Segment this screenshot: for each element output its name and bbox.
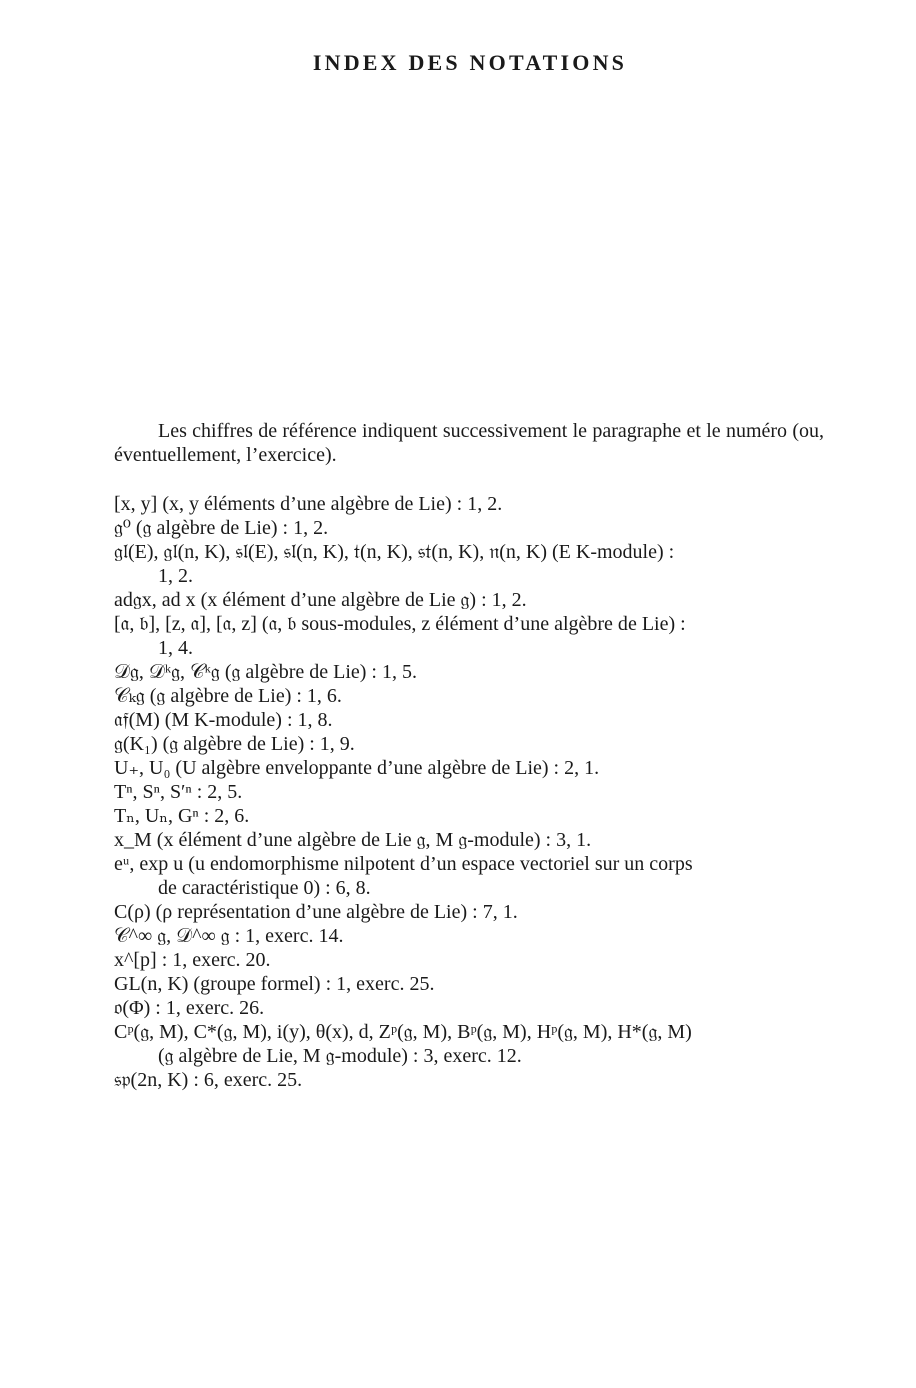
index-entry: 𝒞ₖ𝔤 (𝔤 algèbre de Lie) : 1, 6. xyxy=(114,685,342,707)
index-entry: [𝔞, 𝔟], [z, 𝔞], [𝔞, z] (𝔞, 𝔟 sous-modules, z élément d’une algèbre de Lie) : 1, 4. xyxy=(114,612,826,660)
index-entry: Tₙ, Uₙ, Gⁿ : 2, 6. xyxy=(114,805,250,827)
index-entry: ad𝔤x, ad x (x élément d’une algèbre de Lie 𝔤) : 1, 2. xyxy=(114,589,527,611)
index-entry-continuation: de caractéristique 0) : 6, 8. xyxy=(158,877,371,899)
index-entry: U₊, U₀ (U algèbre enveloppante d’une algèbre de Lie) : 2, 1. xyxy=(114,757,600,779)
index-entry: C(ρ) (ρ représentation d’une algèbre de Lie) : 7, 1. xyxy=(114,901,518,923)
index-entry: 𝒞^∞ 𝔤, 𝒟^∞ 𝔤 : 1, exerc. 14. xyxy=(114,925,344,947)
index-entry-continuation: 1, 2. xyxy=(158,565,193,587)
index-entry: [x, y] (x, y éléments d’une algèbre de Lie) : 1, 2. xyxy=(114,493,503,515)
index-entry-continuation: 1, 4. xyxy=(158,637,193,659)
index-entry: GL(n, K) (groupe formel) : 1, exerc. 25. xyxy=(114,973,435,995)
index-entry: eᵘ, exp u (u endomorphisme nilpotent d’un espace vectoriel sur un corps de caractéristique 0) : 6, 8. xyxy=(114,852,826,900)
index-entry: x^[p] : 1, exerc. 20. xyxy=(114,949,271,971)
index-entry: 𝔤(K₁) (𝔤 algèbre de Lie) : 1, 9. xyxy=(114,733,355,755)
index-entry: 𝔞𝔣(M) (M K-module) : 1, 8. xyxy=(114,709,333,731)
intro-paragraph: Les chiffres de référence indiquent successivement le paragraphe et le numéro (ou, éventuellement, l’exercice). xyxy=(114,420,824,466)
index-entry: 𝒟𝔤, 𝒟ᵏ𝔤, 𝒞ᵏ𝔤 (𝔤 algèbre de Lie) : 1, 5. xyxy=(114,661,417,683)
index-entry: 𝔤⁰ (𝔤 algèbre de Lie) : 1, 2. xyxy=(114,517,329,539)
page-title: INDEX DES NOTATIONS xyxy=(312,50,628,75)
index-entry: 𝔤𝔩(E), 𝔤𝔩(n, K), 𝔰𝔩(E), 𝔰𝔩(n, K), 𝔱(n, K), 𝔰𝔱(n, K), 𝔫(n, K) (E K-module) : 1, 2. xyxy=(114,540,826,588)
index-entry-continuation: (𝔤 algèbre de Lie, M 𝔤-module) : 3, exerc. 12. xyxy=(158,1045,522,1067)
index-entry: Cᵖ(𝔤, M), C*(𝔤, M), i(y), θ(x), d, Zᵖ(𝔤, M), Bᵖ(𝔤, M), Hᵖ(𝔤, M), H*(𝔤, M) (𝔤 algèbre de Lie, M 𝔤-module) : 3, exerc. 12. xyxy=(114,1020,826,1068)
notation-index-list xyxy=(114,492,826,1092)
index-entry: 𝔰𝔭(2n, K) : 6, exerc. 25. xyxy=(114,1069,303,1091)
index-entry: Tⁿ, Sⁿ, S′ⁿ : 2, 5. xyxy=(114,781,243,803)
index-entry: x_M (x élément d’une algèbre de Lie 𝔤, M 𝔤-module) : 3, 1. xyxy=(114,829,592,851)
index-entry: 𝔬(Φ) : 1, exerc. 26. xyxy=(114,997,265,1019)
